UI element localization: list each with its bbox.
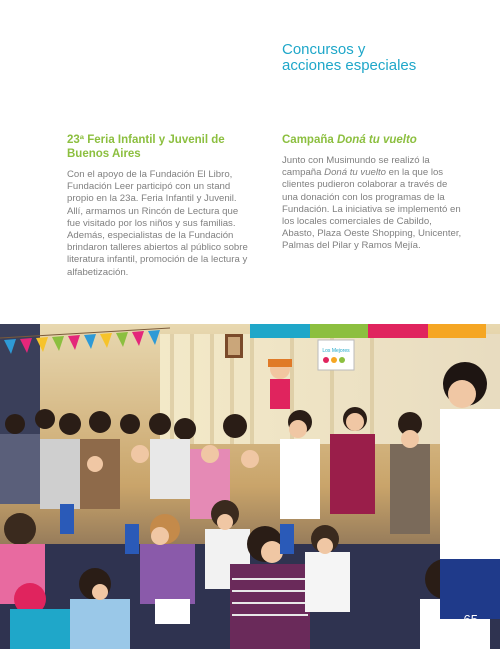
event-photo <box>0 324 500 649</box>
article-campana-body-italic: Doná tu vuelto <box>324 167 387 179</box>
section-title-line-2: acciones especiales <box>282 57 417 74</box>
page-number: 65 <box>463 612 478 627</box>
article-campana <box>282 133 462 253</box>
article-campana-body-part-2: en la que los clientes pudieron colaborar a través de una donación con los programas de la Fundación. La iniciativa se implementó en los locales comerciales de Cabildo, Abasto, Plaza Oeste Shopping, Unicenter, Palmas del Pilar y Ramos Mejía. <box>282 167 462 252</box>
article-campana-heading <box>282 133 462 147</box>
section-title-line-1: Concursos y <box>282 41 366 58</box>
article-feria-body: Con el apoyo de la Fundación El Libro, Fundación Leer participó con un stand propio en la 23a. Feria Infantil y Juvenil. Allí, armamos un Rincón de Lectura que fue visitado por los niños y sus familias. Además, especialistas de la Fundación brindaron talleres abiertos al público sobre literatura infantil, promoción de la lectura y alfabetización. <box>67 169 248 278</box>
event-photo-illustration <box>0 324 500 649</box>
article-campana-body-part-1: Junto con Musimundo se realizó la campaña <box>282 155 430 179</box>
article-campana-heading-italic: Doná tu vuelto <box>336 134 417 146</box>
event-photo-sign-text: Los Mejores <box>322 348 350 354</box>
article-campana-body <box>282 155 462 253</box>
section-title <box>282 42 482 74</box>
article-campana-heading-prefix: Campaña <box>282 134 337 146</box>
article-feria-heading: 23ª Feria Infantil y Juvenil de Buenos Aires <box>67 134 225 160</box>
article-feria <box>67 133 252 279</box>
